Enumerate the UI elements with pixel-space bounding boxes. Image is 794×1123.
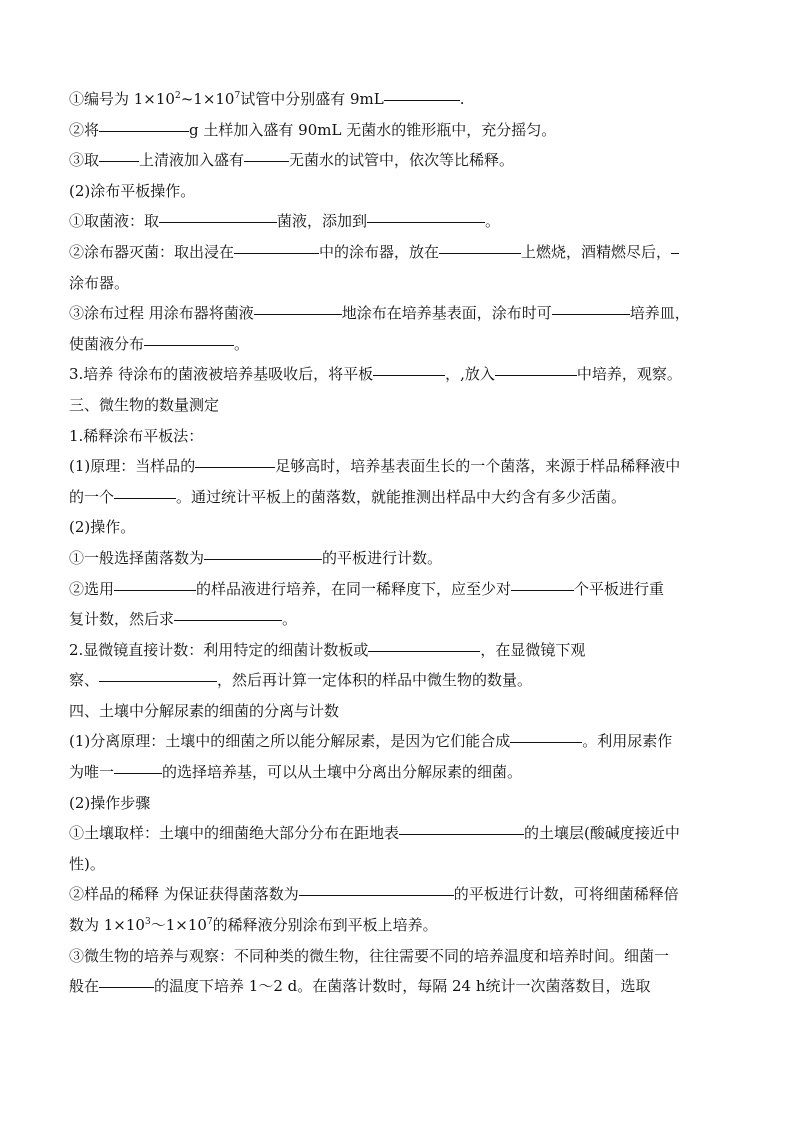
text-line (69, 206, 729, 237)
fill-in-blank[interactable] (99, 160, 139, 162)
fill-in-blank[interactable] (114, 497, 176, 499)
fill-in-blank[interactable] (99, 680, 217, 682)
document-body (69, 84, 729, 1002)
text-run: ③取 (69, 151, 100, 170)
fill-in-blank[interactable] (495, 374, 577, 376)
text-run: ，,放入 (445, 365, 495, 384)
superscript: 2 (174, 91, 181, 101)
text-run: 涂布器。 (69, 273, 130, 292)
text-run: 察、 (69, 671, 100, 690)
superscript: 7 (206, 917, 213, 928)
text-line (69, 145, 729, 176)
fill-in-blank[interactable] (114, 772, 162, 774)
fill-in-blank[interactable] (373, 374, 445, 376)
fill-in-blank[interactable] (254, 313, 342, 315)
text-run: 的平板进行计数，可将细菌稀释倍 (453, 885, 679, 904)
fill-in-blank[interactable] (367, 221, 485, 223)
text-run: ②涂布器灭菌：取出浸在 (69, 242, 235, 261)
text-line (69, 359, 729, 390)
text-run: 3.培养 待涂布的菌液被培养基吸收后，将平板 (69, 365, 374, 384)
text-run: 的平板进行计数。 (322, 548, 443, 567)
text-run: 菌液，添加到 (277, 212, 368, 231)
text-line (69, 574, 729, 605)
text-line (69, 451, 729, 482)
text-run: 性)。 (69, 854, 105, 873)
text-run: 的土壤层(酸碱度接近中 (524, 824, 680, 843)
text-line (69, 879, 729, 910)
text-run: 2.显微镜直接计数：利用特定的细菌计数板或 (69, 640, 369, 659)
text-run: 四、土壤中分解尿素的细菌的分离与计数 (69, 701, 340, 720)
fill-in-blank[interactable] (174, 619, 282, 621)
text-line (69, 482, 729, 513)
superscript: 3 (144, 917, 151, 928)
text-run: 的温度下培养 1～2 d。在菌落计数时，每隔 24 h统计一次菌落数目，选取 (154, 977, 651, 996)
text-line (69, 84, 729, 115)
text-run: 。 (234, 334, 250, 353)
text-line (69, 665, 729, 696)
text-run: 。 (282, 610, 298, 629)
text-run: 地涂布在培养基表面，涂布时可 (341, 304, 552, 323)
fill-in-blank[interactable] (510, 741, 582, 743)
superscript: 7 (234, 91, 241, 101)
text-run: ②选用 (69, 579, 115, 598)
text-run: ①土壤取样：土壤中的细菌绝大部分分布在距地表 (69, 824, 400, 843)
text-run: g 土样加入盛有 90mL 无菌水的锥形瓶中，充分摇匀。 (189, 120, 557, 139)
text-run: 。利用尿素作 (582, 732, 673, 751)
text-line (69, 696, 729, 727)
text-run: 中培养，观察。 (576, 365, 682, 384)
text-run: 三、微生物的数量测定 (69, 395, 220, 414)
text-line (69, 941, 729, 972)
fill-in-blank[interactable] (299, 894, 454, 896)
text-run: 试管中分别盛有 9mL (240, 90, 384, 108)
text-line (69, 726, 729, 757)
fill-in-blank[interactable] (244, 160, 289, 162)
text-run: 使菌液分布 (69, 334, 145, 353)
text-line (69, 635, 729, 666)
text-run: 上燃烧，酒精燃尽后， (521, 242, 672, 261)
text-line (69, 849, 729, 880)
text-run: (2)操作。 (69, 518, 136, 537)
fill-in-blank[interactable] (114, 589, 196, 591)
text-line (69, 818, 729, 849)
text-line (69, 390, 729, 421)
text-run: 无菌水的试管中，依次等比稀释。 (289, 151, 515, 170)
text-run: ②样品的稀释 为保证获得菌落数为 (69, 885, 299, 904)
text-run: 为唯一 (69, 763, 115, 782)
text-run: 上清液加入盛有 (139, 151, 245, 170)
text-line (69, 604, 729, 635)
text-run: 的一个 (69, 487, 115, 506)
text-line (69, 757, 729, 788)
text-run: 数为 1×10 (69, 916, 145, 935)
fill-in-blank[interactable] (99, 986, 154, 988)
fill-in-blank[interactable] (384, 99, 460, 101)
text-run: (1)分离原理：土壤中的细菌之所以能分解尿素，是因为它们能合成 (69, 732, 511, 751)
text-run: ，然后再计算一定体积的样品中微生物的数量。 (217, 671, 533, 690)
fill-in-blank[interactable] (159, 221, 277, 223)
text-line (69, 421, 729, 452)
text-run: 中的涂布器，放在 (319, 242, 440, 261)
text-line (69, 298, 729, 329)
fill-in-blank[interactable] (144, 344, 234, 346)
text-run: ~1×10 (180, 90, 235, 108)
text-run: 足够高时，培养基表面生长的一个菌落，来源于样品稀释液中 (275, 457, 681, 476)
text-line (69, 971, 729, 1002)
text-run: 1.稀释涂布平板法： (69, 426, 204, 445)
text-run: 。 (485, 212, 501, 231)
text-run: . (459, 90, 465, 108)
text-line (69, 543, 729, 574)
text-run: ②将 (69, 120, 100, 139)
fill-in-blank[interactable] (234, 252, 319, 254)
text-line (69, 512, 729, 543)
text-run: ①一般选择菌落数为 (69, 548, 205, 567)
text-line (69, 237, 729, 268)
text-run: ③微生物的培养与观察：不同种类的微生物，往往需要不同的培养温度和培养时间。细菌一 (69, 946, 670, 965)
text-run: (2)操作步骤 (69, 793, 151, 812)
text-run: ～1×10 (150, 916, 207, 935)
fill-in-blank[interactable] (99, 130, 189, 132)
text-line (69, 176, 729, 207)
fill-in-blank[interactable] (671, 252, 679, 254)
text-run: 的稀释液分别涂布到平板上培养。 (212, 916, 438, 935)
text-line (69, 788, 729, 819)
text-run: 。通过统计平板上的菌落数，就能推测出样品中大约含有多少活菌。 (176, 487, 627, 506)
text-run: 个平板进行重 (574, 579, 665, 598)
fill-in-blank[interactable] (511, 589, 574, 591)
text-run: ①取菌液：取 (69, 212, 160, 231)
text-run: 的样品液进行培养，在同一稀释度下，应至少对 (196, 579, 512, 598)
fill-in-blank[interactable] (552, 313, 630, 315)
text-run: ①编号为 1×10 (69, 90, 175, 108)
text-line (69, 329, 729, 360)
text-run: 复计数，然后求 (69, 610, 175, 629)
text-run: 培养皿， (629, 304, 690, 323)
fill-in-blank[interactable] (399, 833, 524, 835)
fill-in-blank[interactable] (368, 650, 480, 652)
text-run: (1)原理：当样品的 (69, 457, 196, 476)
fill-in-blank[interactable] (204, 558, 322, 560)
text-run: ，在显微镜下观 (480, 640, 586, 659)
text-line (69, 268, 729, 299)
text-line (69, 910, 729, 941)
text-run: ③涂布过程 用涂布器将菌液 (69, 304, 254, 323)
fill-in-blank[interactable] (195, 466, 275, 468)
fill-in-blank[interactable] (439, 252, 521, 254)
text-run: 般在 (69, 977, 100, 996)
text-line (69, 115, 729, 146)
text-run: 的选择培养基，可以从土壤中分离出分解尿素的细菌。 (162, 763, 523, 782)
text-run: (2)涂布平板操作。 (69, 181, 196, 200)
